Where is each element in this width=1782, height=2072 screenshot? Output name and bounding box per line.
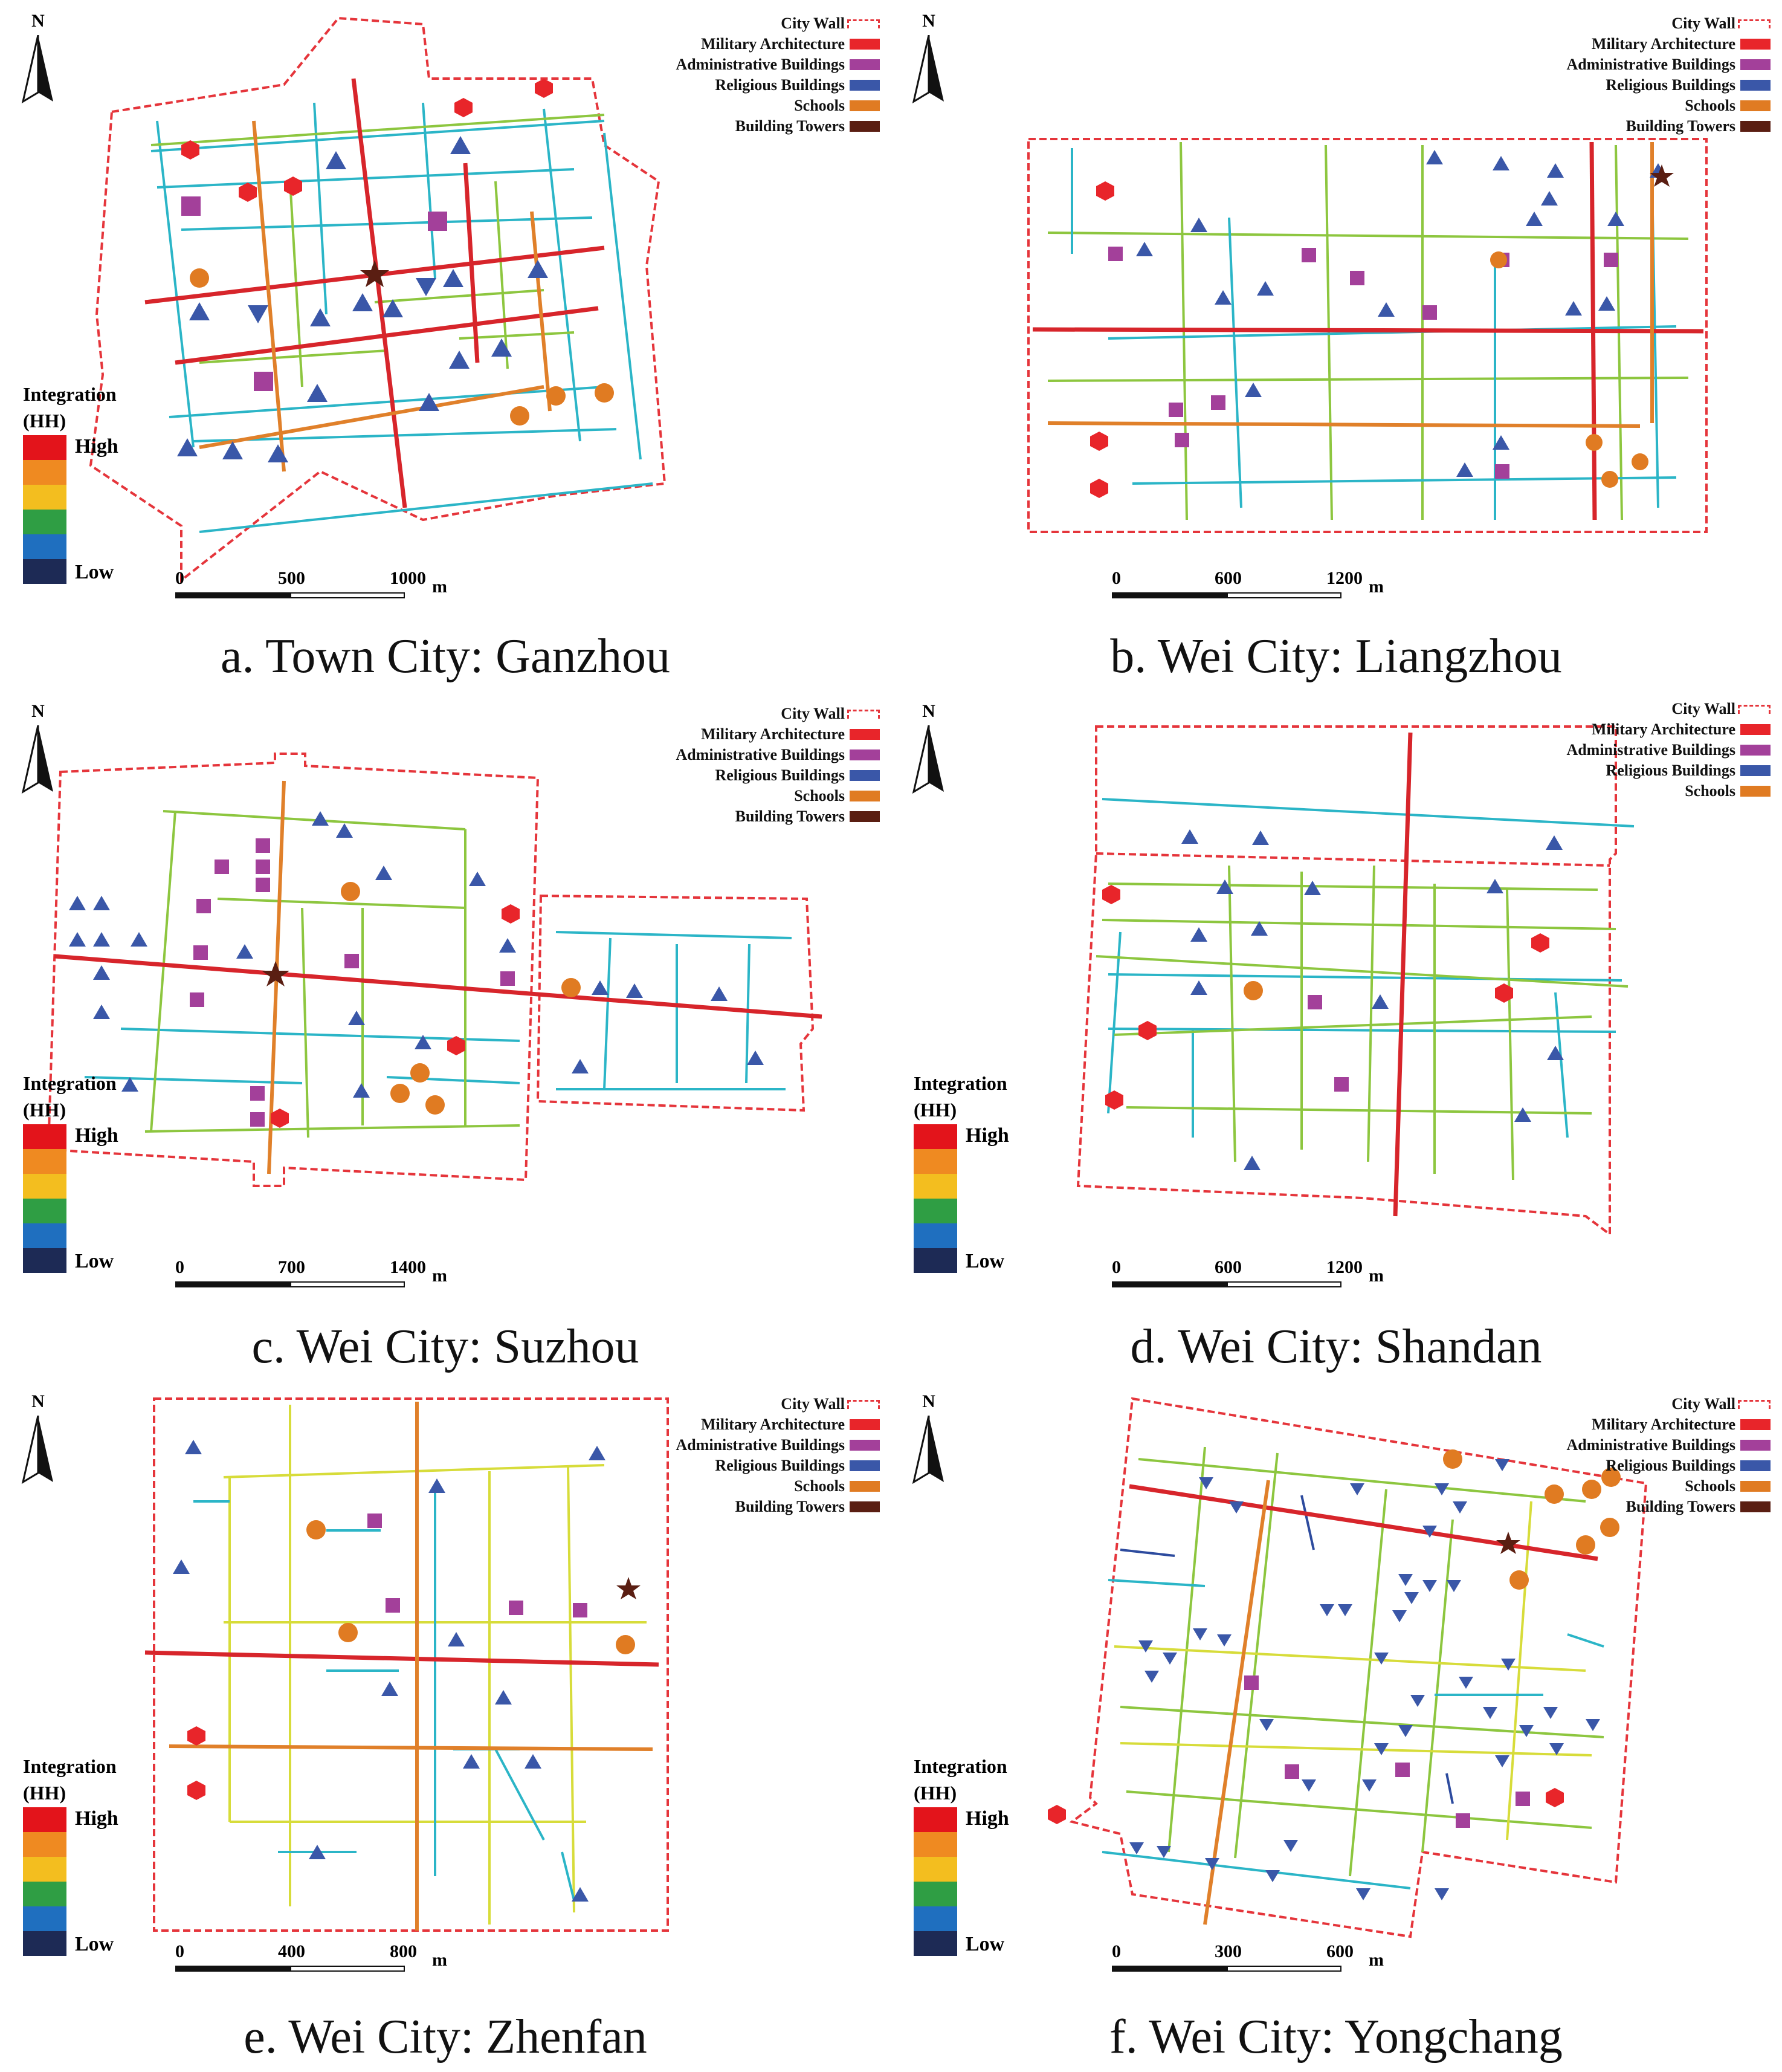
tower-star <box>360 260 389 287</box>
tower-star <box>1496 1532 1520 1554</box>
legend-schools: Schools <box>566 1476 880 1497</box>
religious-triangle-down <box>1338 1604 1352 1616</box>
religious-triangle <box>1372 994 1389 1009</box>
school-circle <box>546 386 566 406</box>
admin-square <box>256 878 270 892</box>
admin-square <box>256 860 270 874</box>
religious-triangle-down <box>1265 1870 1280 1882</box>
religious-triangle <box>353 1083 370 1098</box>
school-circle <box>410 1063 430 1083</box>
admin-square <box>250 1086 265 1101</box>
legend-wall: City Wall <box>566 13 880 34</box>
religious-triangle <box>326 151 346 169</box>
scale-bar: 0 300 600 m <box>1112 1941 1390 1984</box>
admin-square <box>215 860 229 874</box>
admin-square <box>1334 1077 1349 1092</box>
admin-square <box>509 1601 523 1615</box>
religious-triangle-down <box>1435 1888 1449 1900</box>
legend-schools: Schools <box>1456 1476 1771 1497</box>
religious-triangle-down <box>1144 1671 1159 1683</box>
religious-triangle <box>1244 1156 1261 1170</box>
military-hexagon <box>271 1109 289 1128</box>
street-segments-high <box>1033 142 1703 520</box>
religious-triangle <box>450 136 471 154</box>
legend-religious: Religious Buildings <box>566 765 880 786</box>
legend-military: Military Architecture <box>566 34 880 54</box>
religious-triangle <box>1215 290 1232 305</box>
religious-triangle <box>1514 1107 1531 1122</box>
admin-square <box>193 945 208 960</box>
panel-caption: c. Wei City: Suzhou <box>251 1320 639 1373</box>
integration-legend: Integration (HH) High Low <box>914 1753 1071 1956</box>
admin-square <box>1456 1813 1470 1828</box>
religious-triangle-down <box>1392 1610 1407 1622</box>
integration-color-ramp: High Low <box>914 1124 1071 1273</box>
religious-markers <box>1136 150 1667 477</box>
military-hexagon <box>187 1781 205 1800</box>
school-circle <box>390 1084 410 1103</box>
north-arrow-icon <box>17 35 59 108</box>
legend-admin: Administrative Buildings <box>566 54 880 75</box>
scale-bar: 0 600 1200 m <box>1112 568 1390 610</box>
military-hexagon <box>454 98 473 117</box>
religious-triangle-down <box>1138 1640 1153 1653</box>
admin-square <box>367 1514 382 1528</box>
admin-square <box>1175 433 1189 447</box>
religious-triangle-down <box>1447 1580 1461 1592</box>
religious-triangle-down <box>1398 1725 1413 1737</box>
tower-star <box>616 1577 641 1599</box>
scale-bar: 0 400 800 m <box>175 1941 453 1984</box>
religious-triangle <box>1257 281 1274 296</box>
religious-triangle <box>131 932 147 947</box>
religious-triangle <box>1493 156 1509 170</box>
religious-triangle <box>381 1682 398 1696</box>
religious-triangle-down <box>1129 1842 1144 1854</box>
legend-towers: Building Towers <box>566 806 880 827</box>
admin-square <box>1169 403 1183 417</box>
admin-square <box>386 1598 400 1613</box>
religious-triangle <box>1565 301 1582 316</box>
religious-triangle <box>93 932 110 947</box>
legend-admin: Administrative Buildings <box>1456 1435 1771 1455</box>
north-arrow: N <box>17 1391 59 1482</box>
integration-color-ramp: High Low <box>23 435 180 584</box>
legend-religious: Religious Buildings <box>1456 760 1771 781</box>
legend-admin: Administrative Buildings <box>566 1435 880 1455</box>
legend-religious: Religious Buildings <box>1456 75 1771 96</box>
religious-triangle <box>495 1690 512 1705</box>
street-segments-orange <box>1205 1480 1268 1925</box>
map-panel-shandan <box>891 690 1781 1381</box>
religious-triangle-down <box>1495 1755 1509 1767</box>
school-circle <box>1586 434 1603 451</box>
religious-triangle <box>1136 242 1153 256</box>
military-hexagon <box>187 1726 205 1746</box>
religious-triangle-down <box>248 305 268 323</box>
scale-bar: 0 500 1000 m <box>175 568 453 610</box>
religious-triangle <box>352 293 373 311</box>
street-segments-low <box>85 932 792 1089</box>
school-circle <box>1600 1518 1619 1537</box>
religious-triangle <box>1487 879 1503 893</box>
legend-wall: City Wall <box>1456 1394 1771 1414</box>
integration-legend: Integration (HH) High Low <box>23 381 180 584</box>
street-segments-high <box>145 1653 659 1665</box>
school-circle <box>510 406 529 426</box>
religious-triangle <box>449 351 470 369</box>
admin-square <box>1516 1792 1530 1806</box>
religious-triangle <box>1607 212 1624 226</box>
military-hexagon <box>1138 1021 1157 1040</box>
religious-triangle-down <box>416 278 436 296</box>
military-hexagon <box>1090 479 1108 498</box>
religious-triangle <box>428 1478 445 1493</box>
military-hexagon <box>535 79 553 98</box>
school-circle <box>425 1095 445 1115</box>
map-legend <box>1456 13 1771 137</box>
military-hexagon <box>1096 181 1114 201</box>
school-circle <box>616 1635 635 1654</box>
map-panel-ganzhou <box>0 0 891 690</box>
admin-square <box>254 372 273 391</box>
military-hexagon <box>1546 1788 1564 1807</box>
legend-wall: City Wall <box>566 704 880 724</box>
religious-triangle <box>1426 150 1443 164</box>
legend-schools: Schools <box>1456 781 1771 801</box>
religious-triangle <box>1598 296 1615 311</box>
religious-triangle <box>1252 830 1269 845</box>
map-legend <box>566 13 880 137</box>
religious-triangle <box>626 983 643 998</box>
religious-triangle <box>69 932 86 947</box>
religious-triangle <box>69 896 86 910</box>
admin-square <box>1495 464 1509 479</box>
legend-wall: City Wall <box>1456 699 1771 719</box>
religious-triangle-down <box>1356 1888 1370 1900</box>
tower-markers <box>1496 1532 1520 1554</box>
integration-color-ramp: High Low <box>23 1807 180 1956</box>
admin-square <box>500 971 515 986</box>
school-circle <box>1490 251 1507 268</box>
religious-triangle <box>173 1559 190 1574</box>
religious-triangle-down <box>1543 1707 1558 1719</box>
scale-bar: 0 700 1400 m <box>175 1257 453 1300</box>
religious-triangle-down <box>1459 1677 1473 1689</box>
religious-triangle <box>375 866 392 880</box>
panel-caption: d. Wei City: Shandan <box>1130 1320 1542 1373</box>
religious-triangle <box>419 393 439 411</box>
integration-legend: Integration (HH) High Low <box>23 1070 180 1273</box>
military-hexagon <box>1090 432 1108 451</box>
street-segments-mid <box>1096 866 1628 1180</box>
religious-triangle <box>499 938 516 953</box>
religious-triangle <box>307 384 328 402</box>
religious-triangle-down <box>1398 1574 1413 1586</box>
panel-caption: e. Wei City: Zhenfan <box>244 2010 647 2064</box>
north-arrow-icon <box>908 35 950 108</box>
north-arrow: N <box>908 1391 950 1482</box>
map-legend <box>1456 1394 1771 1517</box>
religious-triangle <box>93 1005 110 1019</box>
religious-triangle-down <box>1422 1580 1437 1592</box>
north-arrow-icon <box>908 725 950 798</box>
school-circle <box>338 1623 358 1642</box>
legend-religious: Religious Buildings <box>1456 1455 1771 1476</box>
school-circle <box>306 1520 326 1539</box>
street-segments-high <box>54 956 822 1017</box>
religious-triangle <box>1304 881 1321 895</box>
religious-triangle <box>93 896 110 910</box>
religious-triangle-down <box>1217 1634 1232 1646</box>
north-arrow: N <box>908 11 950 102</box>
admin-square <box>1244 1675 1259 1690</box>
religious-triangle-down <box>1362 1779 1377 1792</box>
school-circle <box>341 882 360 901</box>
admin-square <box>1285 1764 1299 1779</box>
admin-square <box>196 899 211 913</box>
religious-triangle <box>189 302 210 320</box>
admin-square <box>1108 247 1123 261</box>
legend-admin: Administrative Buildings <box>1456 740 1771 760</box>
admin-square <box>1211 395 1225 410</box>
north-arrow <box>17 11 59 102</box>
integration-color-ramp: High Low <box>23 1124 180 1273</box>
scale-bar: 0 600 1200 m <box>1112 1257 1390 1300</box>
legend-religious: Religious Buildings <box>566 1455 880 1476</box>
map-legend <box>566 1394 880 1517</box>
religious-triangle <box>1190 927 1207 942</box>
legend-towers: Building Towers <box>566 1497 880 1517</box>
religious-triangle-down <box>1193 1628 1207 1640</box>
religious-triangle <box>336 823 353 838</box>
religious-triangle <box>491 338 512 357</box>
legend-schools: Schools <box>566 786 880 806</box>
religious-triangle <box>448 1632 465 1646</box>
military-markers <box>1090 181 1114 498</box>
religious-triangle <box>1547 163 1564 178</box>
map-legend <box>566 704 880 827</box>
map-panel-yongchang <box>891 1381 1781 2071</box>
religious-triangle <box>1526 212 1543 226</box>
school-circle <box>1601 471 1618 488</box>
panel-caption: a. Town City: Ganzhou <box>221 630 670 683</box>
tower-markers <box>616 1577 641 1599</box>
religious-triangle-down <box>1586 1719 1600 1731</box>
legend-admin: Administrative Buildings <box>566 745 880 765</box>
admin-square <box>250 1112 265 1127</box>
religious-triangle <box>592 980 609 995</box>
school-markers <box>1490 251 1648 488</box>
admin-square <box>1604 253 1618 267</box>
school-markers <box>306 1520 635 1654</box>
religious-triangle <box>1541 191 1558 206</box>
legend-military: Military Architecture <box>566 1414 880 1435</box>
religious-triangle-down <box>1410 1695 1425 1707</box>
street-segments-mid <box>145 811 520 1138</box>
admin-square <box>190 992 204 1007</box>
military-markers <box>187 1726 205 1800</box>
north-arrow-icon <box>17 1416 59 1488</box>
admin-markers <box>1308 995 1349 1092</box>
admin-square <box>1308 995 1322 1009</box>
panel-caption: b. Wei City: Liangzhou <box>1110 630 1562 683</box>
military-hexagon <box>1102 885 1120 904</box>
street-segments-low <box>1072 148 1676 520</box>
north-arrow: N <box>908 701 950 792</box>
religious-triangle <box>572 1059 589 1073</box>
religious-triangle <box>747 1051 764 1065</box>
integration-color-ramp: High Low <box>914 1807 1071 1956</box>
school-circle <box>1509 1570 1529 1590</box>
religious-triangle <box>185 1440 202 1454</box>
school-circle <box>1576 1535 1595 1555</box>
admin-square <box>428 212 447 231</box>
school-circle <box>1244 981 1263 1000</box>
military-hexagon <box>1531 933 1549 953</box>
religious-triangle <box>1190 218 1207 232</box>
religious-triangle-down <box>1283 1840 1298 1852</box>
religious-triangle-down <box>1404 1592 1419 1604</box>
tower-markers <box>360 260 389 287</box>
religious-triangle <box>469 872 486 886</box>
legend-towers: Building Towers <box>1456 116 1771 137</box>
school-markers <box>1244 981 1263 1000</box>
religious-triangle <box>268 444 288 462</box>
admin-markers <box>367 1514 587 1617</box>
religious-triangle-down <box>1501 1659 1516 1671</box>
religious-triangle-down <box>1259 1719 1274 1731</box>
legend-schools: Schools <box>1456 96 1771 116</box>
religious-triangle <box>443 269 463 287</box>
school-circle <box>595 383 614 403</box>
religious-triangle-down <box>1483 1707 1497 1719</box>
military-hexagon <box>284 176 302 196</box>
religious-triangle <box>312 811 329 826</box>
north-arrow-icon <box>908 1416 950 1488</box>
religious-triangle <box>93 965 110 980</box>
map-legend <box>1456 699 1771 801</box>
admin-square <box>344 954 359 968</box>
north-arrow-icon <box>17 725 59 798</box>
map-panel-liangzhou <box>891 0 1781 690</box>
religious-triangle-down <box>1302 1779 1316 1792</box>
religious-triangle <box>1546 835 1563 850</box>
religious-triangle <box>1190 980 1207 995</box>
religious-triangle <box>711 986 728 1001</box>
military-markers <box>1102 885 1549 1110</box>
legend-wall: City Wall <box>566 1394 880 1414</box>
military-hexagon <box>239 183 257 202</box>
religious-triangle <box>1216 879 1233 894</box>
map-panel-zhenfan <box>0 1381 891 2071</box>
legend-towers: Building Towers <box>566 116 880 137</box>
religious-triangle-down <box>1320 1604 1334 1616</box>
legend-wall: City Wall <box>1456 13 1771 34</box>
religious-triangle <box>528 260 548 278</box>
religious-triangle <box>1456 462 1473 477</box>
map-panel-suzhou <box>0 690 891 1381</box>
religious-triangle-down <box>1163 1653 1177 1665</box>
admin-square <box>573 1603 587 1617</box>
religious-triangle-down <box>1374 1653 1389 1665</box>
military-hexagon <box>502 904 520 924</box>
integration-legend: Integration (HH) High Low <box>23 1753 180 1956</box>
integration-legend: Integration (HH) High Low <box>914 1070 1071 1273</box>
religious-triangle <box>1245 383 1262 397</box>
north-arrow: N <box>17 701 59 792</box>
north-label: N <box>31 11 45 31</box>
panel-caption: f. Wei City: Yongchang <box>1109 2010 1563 2064</box>
legend-towers: Building Towers <box>1456 1497 1771 1517</box>
school-circle <box>1632 453 1648 470</box>
street-segments-low <box>193 1483 574 1900</box>
legend-military: Military Architecture <box>1456 1414 1771 1435</box>
admin-square <box>1350 271 1364 285</box>
religious-triangle-down <box>1350 1483 1364 1495</box>
school-circle <box>190 268 209 288</box>
religious-triangle <box>310 308 331 326</box>
school-circle <box>561 978 581 997</box>
legend-schools: Schools <box>566 96 880 116</box>
legend-military: Military Architecture <box>1456 719 1771 740</box>
religious-triangle <box>463 1754 480 1769</box>
religious-triangle <box>1378 302 1395 317</box>
religious-triangle <box>236 944 253 959</box>
religious-triangle-down <box>1229 1501 1244 1514</box>
admin-square <box>256 838 270 853</box>
religious-triangle <box>1181 829 1198 844</box>
legend-religious: Religious Buildings <box>566 75 880 96</box>
admin-square <box>1395 1763 1410 1777</box>
legend-military: Military Architecture <box>566 724 880 745</box>
legend-military: Military Architecture <box>1456 34 1771 54</box>
admin-square <box>1422 305 1437 320</box>
religious-triangle <box>525 1754 541 1769</box>
legend-admin: Administrative Buildings <box>1456 54 1771 75</box>
admin-square <box>1302 248 1316 262</box>
admin-square <box>181 196 201 216</box>
